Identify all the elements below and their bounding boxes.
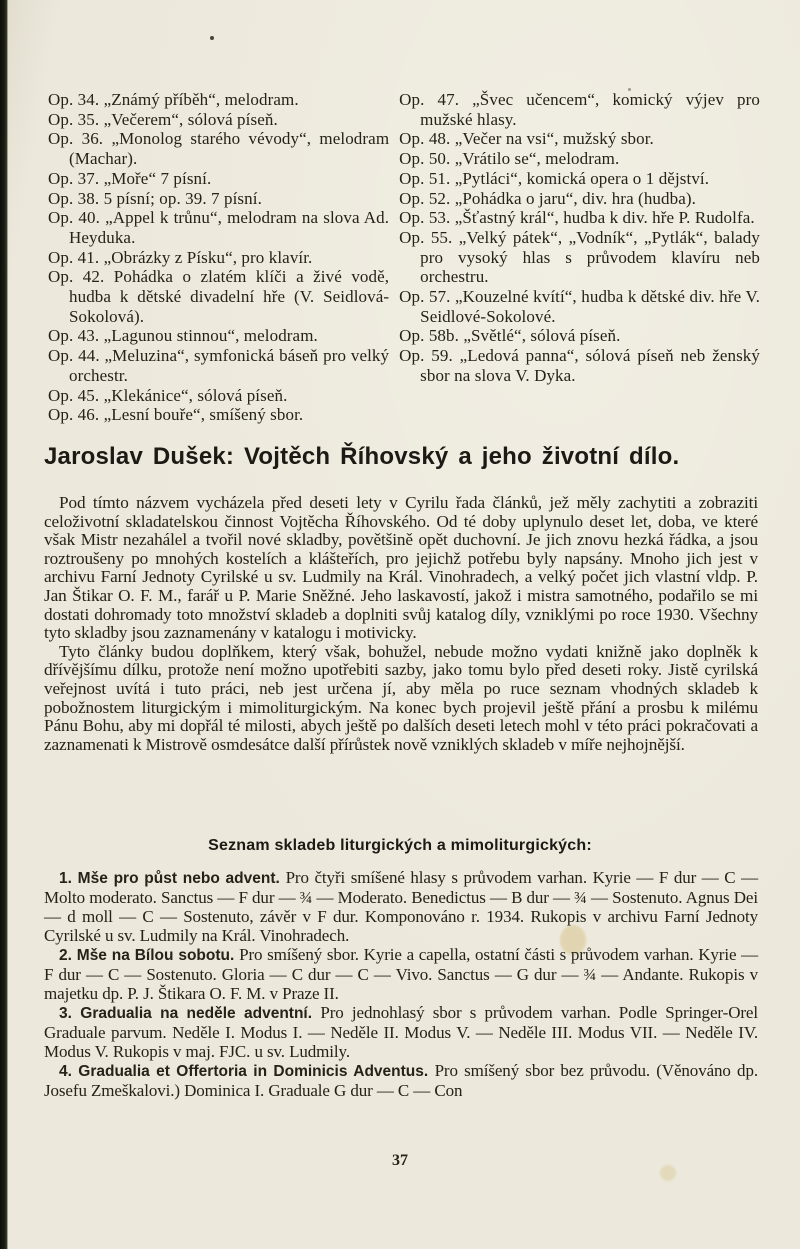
section-heading: Seznam skladeb liturgických a mimoliturgických:: [208, 837, 592, 854]
work-item-list: [44, 868, 758, 1100]
opus-entry: Op. 57. „Kouzelné kvítí“, hudba k dětské div. hře V. Seidlové-Sokolové.: [399, 287, 760, 326]
opus-entry: Op. 44. „Meluzina“, symfonická báseň pro velký orchestr.: [48, 346, 390, 385]
article-paragraph: Tyto články budou doplňkem, který však, bohužel, nebude možno vydati knižně jako doplněk k dřívějšímu dílku, protože není možno upotřebiti sazby, jako tomu bylo před deseti roky. Jistě cyrilská veřejnost uvítá i tuto práci, neb jest určena jí, aby měla po ruce seznam vhodných skladeb k pobožnostem liturgickým i mimoliturgickým. Na konec bych projevil ještě přání a prosbu k milému Pánu Bohu, aby mi dopřál té milosti, abych ještě po dalších deseti letech mohl v této práci pokračovati a zaznamenati k Mistrově osmdesátce další přírůstek nově vzniklých skladeb v míře nejhojnější.: [44, 641, 758, 754]
work-item-lead: 3. Gradualia na neděle adventní.: [59, 1005, 321, 1022]
opus-entry: Op. 47. „Švec učencem“, komický výjev pro mužské hlasy.: [399, 90, 760, 129]
opus-entry: Op. 58b. „Světlé“, sólová píseň.: [399, 326, 621, 346]
opus-entry: Op. 46. „Lesní bouře“, smíšený sbor.: [48, 405, 304, 425]
opus-entry: Op. 43. „Lagunou stinnou“, melodram.: [48, 326, 318, 346]
opus-entry: Op. 59. „Ledová panna“, sólová píseň neb ženský sbor na slova V. Dyka.: [399, 346, 760, 385]
opus-list: [48, 90, 760, 425]
opus-entry: Op. 40. „Appel k trůnu“, melodram na slova Ad. Heyduka.: [48, 208, 390, 247]
opus-entry: Op. 50. „Vrátilo se“, melodram.: [399, 149, 620, 169]
opus-entry: Op. 41. „Obrázky z Písku“, pro klavír.: [48, 247, 313, 267]
opus-list-right-column: [399, 90, 760, 425]
opus-entry: Op. 48. „Večer na vsi“, mužský sbor.: [399, 129, 654, 149]
scan-speck: [210, 36, 214, 40]
work-item-lead: 2. Mše na Bílou sobotu.: [59, 947, 240, 964]
work-item: 4. Gradualia et Offertoria in Dominicis Adventus. Pro smíšený sbor bez průvodu. (Věnováno dp. Josefu Zmeškalovi.) Dominica I. Graduale G dur — C — Con: [44, 1061, 758, 1100]
article-body: [44, 494, 758, 754]
opus-entry: Op. 53. „Šťastný král“, hudba k div. hře P. Rudolfa.: [399, 208, 755, 228]
opus-entry: Op. 45. „Klekánice“, sólová píseň.: [48, 385, 288, 405]
work-item: 3. Gradualia na neděle adventní. Pro jednohlasý sbor s průvodem varhan. Podle Springer-Orel Graduale parvum. Neděle I. Modus I. — Neděle II. Modus V. — Neděle III. Modus VII. — Neděle IV. Modus V. Rukopis v maj. FJC. u sv. Ludmily.: [44, 1003, 758, 1061]
article-paragraph: Pod tímto názvem vycházela před deseti lety v Cyrilu řada článků, jež měly zachytiti a zobraziti celoživotní skladatelskou činnost Vojtěcha Říhovského. Od té doby uplynulo deset let, doba, ve které však Mistr nezahálel a tvořil nové skladby, povětšině opět duchovní. Je jich znovu hezká řádka, a jsou roztroušeny po mnohých kostelích a klášteřích, pro jejichž potřebu byly napsány. Mnoho jich jest v archivu Farní Jednoty Cyrilské u sv. Ludmily na Král. Vinohradech, a velký počet jich vlastní vldp. P. Jan Štikar O. F. M., farář u P. Marie Sněžné. Jeho laskavostí, jakož i mistra samotného, podařilo se mi dostati dohromady toto množství skladeb a doplniti svůj katalog díly, vzniklými po roce 1930. Všechny tyto skladby jsou zaznamenány v katalogu i motivicky.: [44, 493, 758, 643]
work-item-lead: 1. Mše pro půst nebo advent.: [59, 870, 286, 887]
article-title: Jaroslav Dušek: Vojtěch Říhovský a jeho životní dílo.: [44, 443, 680, 470]
work-item-lead: 4. Gradualia et Offertoria in Dominicis Adventus.: [59, 1063, 435, 1080]
work-item: 1. Mše pro půst nebo advent. Pro čtyři smíšené hlasy s průvodem varhan. Kyrie — F dur — C — Molto moderato. Sanctus — F dur — ¾ — Moderato. Benedictus — B dur — ¾ — Sostenuto. Agnus Dei — d moll — C — Sostenuto, závěr v F dur. Komponováno r. 1934. Rukopis v archivu Farní Jednoty Cyrilské u sv. Ludmily na Král. Vinohradech.: [44, 868, 758, 945]
opus-entry: Op. 55. „Velký pátek“, „Vodník“, „Pytlák“, balady pro vysoký hlas s průvodem klavíru neb orchestru.: [399, 227, 760, 287]
opus-entry: Op. 42. Pohádka o zlatém klíči a živé vodě, hudba k dětské divadelní hře (V. Seidlová-Sokolová).: [48, 267, 390, 326]
opus-entry: Op. 36. „Monolog starého vévody“, melodram (Machar).: [48, 129, 390, 169]
scan-edge-shadow: [0, 0, 8, 1249]
opus-entry: Op. 52. „Pohádka o jaru“, div. hra (hudba).: [399, 188, 696, 208]
opus-entry: Op. 34. „Známý příběh“, melodram.: [48, 90, 299, 109]
opus-entry: Op. 51. „Pytláci“, komická opera o 1 dějství.: [399, 168, 710, 188]
opus-entry: Op. 35. „Večerem“, sólová píseň.: [48, 109, 278, 129]
opus-entry: Op. 37. „Moře“ 7 písní.: [48, 168, 212, 188]
opus-entry: Op. 38. 5 písní; op. 39. 7 písní.: [48, 188, 262, 208]
work-item: 2. Mše na Bílou sobotu. Pro smíšený sbor. Kyrie a capella, ostatní části s průvodem varhan. Kyrie — F dur — C — Sostenuto. Gloria — C dur — C — Vivo. Sanctus — G dur — ¾ — Andante. Rukopis v majetku dp. P. J. Štikara O. F. M. v Praze II.: [44, 945, 758, 1003]
page-number: 37: [392, 1152, 408, 1169]
opus-list-left-column: [48, 90, 389, 425]
